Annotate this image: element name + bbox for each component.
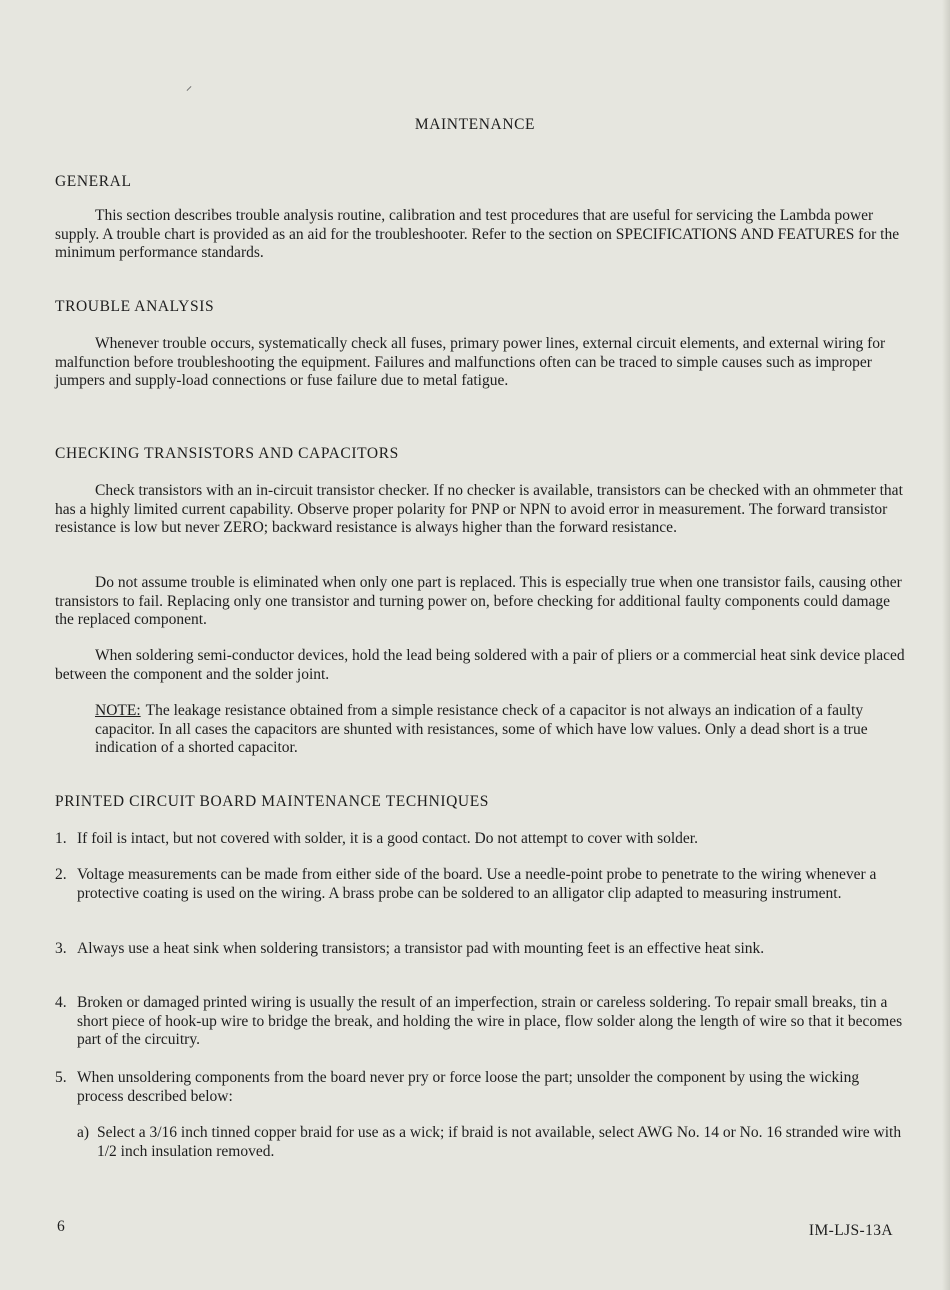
- page-edge-shadow: [942, 0, 950, 1290]
- note-label: NOTE:: [95, 702, 141, 719]
- list-item-text: Broken or damaged printed wiring is usually the result of an imperfection, strain or careless soldering. To repair small breaks, tin a short piece of hook-up wire to bridge the break, and holding the wire in place, flow solder along the length of wire so that it becomes part of the circuitry.: [77, 994, 903, 1048]
- heading-pcb-maintenance: PRINTED CIRCUIT BOARD MAINTENANCE TECHNIQUES: [55, 793, 489, 810]
- paragraph-checking-2: [55, 574, 905, 630]
- heading-checking-transistors: CHECKING TRANSISTORS AND CAPACITORS: [55, 445, 399, 462]
- paragraph-checking-3-text: When soldering semi-conductor devices, hold the lead being soldered with a pair of pliers or a commercial heat sink device placed between the component and the solder joint.: [55, 647, 905, 683]
- paragraph-general-text: This section describes trouble analysis routine, calibration and test procedures that are useful for servicing the Lambda power supply. A trouble chart is provided as an aid for the troubleshooter. Refer to the section on SPECIFICATIONS AND FEATURES for the minimum performance standards.: [55, 207, 900, 261]
- paragraph-checking-1-text: Check transistors with an in-circuit transistor checker. If no checker is available, transistors can be checked with an ohmmeter that has a highly limited current capability. Observe proper polarity for PNP or NPN to avoid error in measurement. The forward transistor resistance is low but never ZERO; backward resistance is always higher than the forward resistance.: [55, 482, 903, 536]
- paragraph-checking-2-text: Do not assume trouble is eliminated when only one part is replaced. This is especially true when one transistor fails, causing other transistors to fail. Replacing only one transistor and turning power on, before checking for additional faulty components could damage the replaced component.: [55, 574, 902, 628]
- list-item-number: 4.: [55, 994, 67, 1011]
- document-id: IM-LJS-13A: [808, 1222, 893, 1239]
- list-item-number: 2.: [55, 866, 67, 883]
- note-block: [95, 702, 885, 758]
- list-item: [55, 866, 905, 903]
- list-item-text: Always use a heat sink when soldering transistors; a transistor pad with mounting feet is an effective heat sink.: [77, 940, 765, 957]
- list-item-text: If foil is intact, but not covered with solder, it is a good contact. Do not attempt to cover with solder.: [77, 830, 698, 847]
- list-item-number: 3.: [55, 940, 67, 957]
- sub-list-item-letter: a): [77, 1124, 90, 1141]
- paragraph-trouble-analysis: [55, 335, 905, 391]
- sub-list-item: [77, 1124, 907, 1161]
- paragraph-checking-1: [55, 482, 905, 538]
- paragraph-checking-3: [55, 647, 905, 684]
- list-item: [55, 1069, 905, 1106]
- list-item-number: 5.: [55, 1069, 67, 1086]
- heading-trouble-analysis: TROUBLE ANALYSIS: [55, 298, 215, 315]
- sub-list-item-text: Select a 3/16 inch tinned copper braid for use as a wick; if braid is not available, select AWG No. 14 or No. 16 stranded wire with 1/2 inch insulation removed.: [97, 1124, 902, 1160]
- note-text: The leakage resistance obtained from a simple resistance check of a capacitor is not always an indication of a faulty capacitor. In all cases the capacitors are shunted with resistances, some of which have low values. Only a dead short is a true indication of a shorted capacitor.: [95, 702, 868, 756]
- heading-general: GENERAL: [55, 173, 132, 190]
- stray-mark: [187, 86, 192, 91]
- list-item-text: Voltage measurements can be made from either side of the board. Use a needle-point probe to penetrate to the wiring whenever a protective coating is used on the wiring. A brass probe can be soldered to an alligator clip adapted to measuring instrument.: [77, 866, 877, 902]
- list-item: [55, 994, 905, 1050]
- list-item: [55, 940, 905, 959]
- list-item: [55, 830, 905, 849]
- paragraph-trouble-analysis-text: Whenever trouble occurs, systematically check all fuses, primary power lines, external circuit elements, and external wiring for malfunction before troubleshooting the equipment. Failures and malfunctions often can be traced to simple causes such as improper jumpers and supply-load connections or fuse failure due to metal fatigue.: [55, 335, 886, 389]
- page-title: MAINTENANCE: [414, 116, 536, 133]
- page-number: 6: [57, 1218, 65, 1235]
- list-item-text: When unsoldering components from the board never pry or force loose the part; unsolder the component by using the wicking process described below:: [77, 1069, 860, 1105]
- list-item-number: 1.: [55, 830, 67, 847]
- paragraph-general: [55, 207, 905, 263]
